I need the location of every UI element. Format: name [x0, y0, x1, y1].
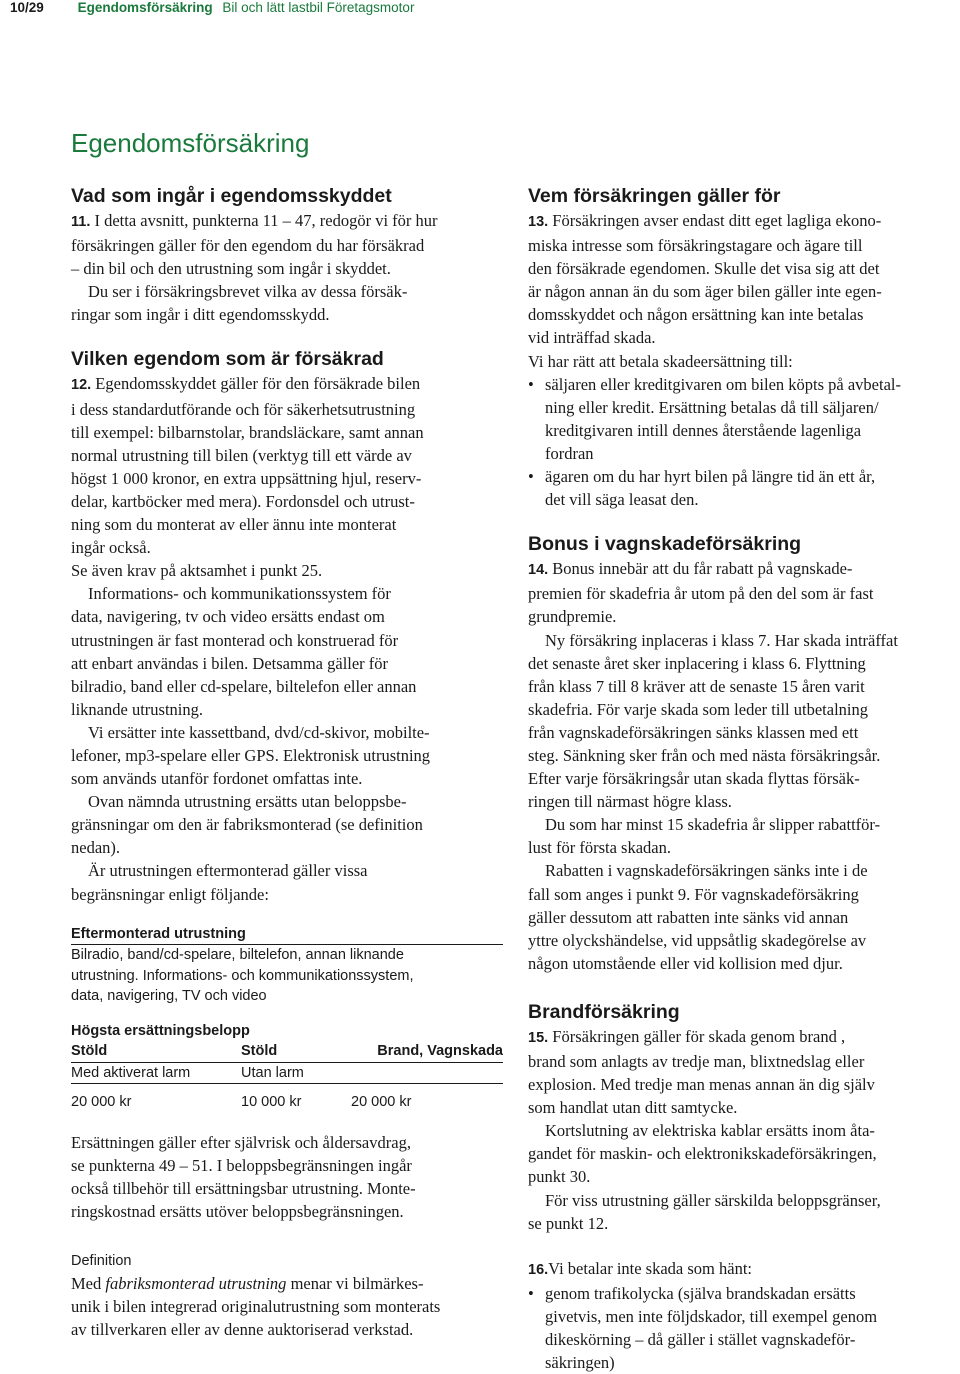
- column-header: Stöld: [71, 1043, 108, 1060]
- column-subheader: Utan larm: [241, 1064, 304, 1081]
- table-text-line: Bilradio, band/cd-spelare, biltelefon, annan liknande: [71, 947, 404, 964]
- limits-table: [71, 924, 503, 1113]
- column-header: Brand, Vagnskada: [377, 1043, 503, 1060]
- text-line: grundpremie.: [528, 607, 617, 627]
- text-line: premien för skadefria år utom på den del som är fast: [528, 584, 874, 604]
- page-number: 10/29: [10, 0, 44, 15]
- text-line: Egendomsskyddet gäller för den försäkrade bilen: [91, 374, 421, 394]
- text-line: är någon annan än du som äger bilen gäller inte egen-: [528, 282, 882, 302]
- text-line: delar, kartböcker med mera). Fordonsdel och utrust-: [71, 491, 415, 511]
- header-subsection: Bil och lätt lastbil Företagsmotor: [222, 0, 415, 15]
- text-line: Kortslutning av elektriska kablar ersätts inom åta-: [545, 1121, 875, 1141]
- column-subheader: Med aktiverat larm: [71, 1064, 191, 1081]
- table-text-line: utrustning. Informations- och kommunikationssystem,: [71, 967, 414, 984]
- table-header-row: [71, 1041, 503, 1063]
- right-column: [528, 183, 960, 1374]
- header-section: Egendomsförsäkring: [77, 0, 213, 15]
- table-cell: 20 000 kr: [351, 1094, 412, 1111]
- item-number: 16.: [528, 1261, 549, 1278]
- text-line: som används utanför fordonet omfattas inte.: [71, 769, 363, 789]
- text-fragment: Med: [71, 1273, 106, 1293]
- emphasis-term: fabriksmonterad utrustning: [105, 1273, 287, 1293]
- text-line: – din bil och den utrustning som ingår i skyddet.: [71, 259, 391, 279]
- text-line: Bonus innebär att du får rabatt på vagnskade-: [548, 559, 853, 579]
- text-line: bilradio, band eller cd-spelare, biltelefon eller annan: [71, 676, 417, 696]
- text-line: skadefria. För varje skada som leder till utbetalning: [528, 699, 868, 719]
- text-line: som handlat utan ditt samtycke.: [528, 1098, 738, 1118]
- text-line: säkringen): [545, 1353, 615, 1373]
- text-line: av tillverkaren eller av denne auktoriserad verkstad.: [71, 1319, 414, 1339]
- text-line: [71, 1272, 503, 1295]
- bullet-item: • säljaren eller kreditgivaren om bilen köpts på avbetal-: [528, 373, 960, 396]
- table-subheader-row: [71, 1063, 503, 1085]
- text-line: från vagnskadeförsäkringen sänks klassen med ett: [528, 722, 859, 742]
- text-line: kreditgivaren intill dennes återstående lagenliga: [545, 420, 862, 440]
- text-line: lust för första skadan.: [528, 838, 671, 858]
- text-line: miska intresse som försäkringstagare och ägare till: [528, 236, 863, 256]
- page-title: Egendomsförsäkring: [71, 128, 310, 158]
- text-line: försäkringen gäller för den egendom du har försäkrad: [71, 236, 425, 256]
- text-line: att enbart användas i bilen. Detsamma gäller för: [71, 653, 389, 673]
- text-line: I detta avsnitt, punkterna 11 – 47, redogör vi för hur: [90, 211, 438, 230]
- text-line: se punkt 12.: [528, 1213, 609, 1233]
- text-line: brand som anlagts av tredje man, blixtnedslag eller: [528, 1052, 865, 1071]
- text-line: också tillbehör till ersättningsbar utrustning. Monte-: [71, 1178, 416, 1198]
- table-cell: 10 000 kr: [241, 1094, 302, 1111]
- item-number: 14.: [528, 562, 549, 579]
- text-line: begränsningar enligt följande:: [71, 884, 269, 904]
- text-line: ringen till närmast högre klass.: [528, 792, 732, 812]
- left-column: [71, 183, 503, 1341]
- text-line: Vi ersätter inte kassettband, dvd/cd-skivor, mobilte-: [88, 722, 430, 742]
- text-line: ning eller kredit. Ersättning betalas då till säljaren/: [545, 397, 879, 417]
- text-line: vid inträffad skada.: [528, 328, 656, 348]
- text-line: Försäkringen gäller för skada genom brand ,: [548, 1026, 846, 1046]
- text-line: yttre olyckshändelse, vid uppsåtlig skadegörelse av: [528, 930, 867, 950]
- text-line: Är utrustningen eftermonterad gäller vissa: [88, 861, 368, 881]
- text-line: Vi betalar inte skada som hänt:: [548, 1258, 752, 1278]
- text-line: någon utomstående eller vid kollision med djur.: [528, 953, 843, 973]
- column-subheader: [351, 1063, 503, 1084]
- text-line: se punkterna 49 – 51. I beloppsbegränsningen ingår: [71, 1155, 412, 1175]
- text-line: till exempel: bilbarnstolar, brandsläckare, samt annan: [71, 422, 424, 442]
- text-line: punkt 30.: [528, 1167, 591, 1187]
- bullet-item: • genom trafikolycka (själva brandskadan ersätts: [528, 1282, 960, 1305]
- text-line: Ersättningen gäller efter självrisk och åldersavdrag,: [71, 1132, 411, 1152]
- text-line: i dess standardutförande och för säkerhetsutrustning: [71, 399, 416, 419]
- table-cell: 20 000 kr: [71, 1094, 132, 1111]
- text-line: data, navigering, tv och video ersätts endast om: [71, 607, 385, 627]
- text-line: Ny försäkring inplaceras i klass 7. Har skada inträffat: [545, 630, 898, 650]
- table-text-line: data, navigering, TV och video: [71, 988, 267, 1005]
- text-line: ringskostnad ersätts utöver beloppsbegränsningen.: [71, 1201, 404, 1221]
- table-heading-hogsta: Högsta ersättningsbelopp: [71, 1022, 250, 1039]
- bullet-item: • ägaren om du har hyrt bilen på längre tid än ett år,: [528, 465, 960, 488]
- text-line: Du som har minst 15 skadefria år slipper rabattför-: [545, 815, 881, 835]
- text-line: normal utrustning till bilen (verktyg till ett värde av: [71, 445, 412, 465]
- item-number: 11.: [71, 214, 91, 230]
- heading-vad-som-ingar: Vad som ingår i egendomsskyddet: [71, 185, 392, 207]
- heading-vem-forsakringen: Vem försäkringen gäller för: [528, 185, 781, 207]
- text-line: ingår också.: [71, 538, 151, 558]
- text-line: Se även krav på aktsamhet i punkt 25.: [71, 561, 323, 581]
- text-line: Informations- och kommunikationssystem för: [88, 584, 391, 604]
- text-line: unik i bilen integrerad originalutrustning som monterats: [71, 1296, 441, 1316]
- text-line: explosion. Med tredje man menas annan än dig själv: [528, 1075, 875, 1095]
- item-number: 15.: [528, 1029, 549, 1046]
- text-line: fordran: [545, 443, 594, 463]
- table-row: [71, 1092, 503, 1113]
- text-fragment: menar vi bilmärkes-: [286, 1273, 424, 1293]
- text-line: Rabatten i vagnskadeförsäkringen sänks inte i de: [545, 861, 868, 881]
- text-line: från klass 7 till 8 kräver att de senaste 15 åren varit: [528, 676, 865, 696]
- heading-bonus: Bonus i vagnskadeförsäkring: [528, 533, 802, 556]
- text-line: utrustningen är fast monterad och konstruerad för: [71, 630, 399, 650]
- text-line: gäller dessutom att rabatten inte sänks vid annan: [528, 907, 849, 927]
- text-line: det senaste året sker inplacering i klass 6. Flyttning: [528, 653, 866, 673]
- text-line: högst 1 000 kronor, en extra uppsättning hjul, reserv-: [71, 468, 422, 488]
- text-line: domsskyddet och någon ersättning kan inte betalas: [528, 305, 864, 325]
- text-line: steg. Sänkning sker från och med nästa försäkringsår.: [528, 745, 881, 765]
- text-line: dikeskörning – då gäller i stället vagnskadeför-: [545, 1330, 856, 1350]
- text-line: Ovan nämnda utrustning ersätts utan beloppsbe-: [88, 792, 407, 812]
- heading-vilken-egendom: Vilken egendom som är försäkrad: [71, 348, 384, 371]
- item-number: 13.: [528, 214, 549, 230]
- text-line: givetvis, men inte följdskador, till exempel genom: [545, 1306, 878, 1326]
- text-line: lefoner, mp3-spelare eller GPS. Elektronisk utrustning: [71, 745, 431, 765]
- text-line: den försäkrade egendomen. Skulle det visa sig att det: [528, 259, 880, 279]
- text-line: nedan).: [71, 838, 121, 858]
- text-line: gandet för maskin- och elektronikskadeförsäkringen,: [528, 1144, 877, 1164]
- text-line: ning som du monterat av eller ännu inte monterat: [71, 515, 397, 535]
- text-line: liknande utrustning.: [71, 699, 203, 719]
- item-number: 12.: [71, 377, 92, 394]
- text-line: För viss utrustning gäller särskilda beloppsgränser,: [545, 1190, 881, 1210]
- text-line: fall som anges i punkt 9. För vagnskadeförsäkring: [528, 884, 859, 904]
- text-line: Efter varje försäkringsår utan skada flyttas försäk-: [528, 769, 860, 789]
- column-header: Stöld: [241, 1043, 278, 1060]
- running-header: [10, 0, 414, 15]
- table-heading-eftermonterad: Eftermonterad utrustning: [71, 924, 503, 946]
- text-line: Försäkringen avser endast ditt eget lagliga ekono-: [548, 211, 882, 230]
- heading-brand: Brandförsäkring: [528, 1000, 680, 1023]
- definition-heading: Definition: [71, 1253, 132, 1269]
- text-line: det vill säga leasat den.: [545, 490, 699, 510]
- text-line: Du ser i försäkringsbrevet vilka av dessa försäk-: [88, 282, 408, 302]
- text-line: Vi har rätt att betala skadeersättning till:: [528, 351, 793, 371]
- text-line: ringar som ingår i ditt egendomsskydd.: [71, 305, 330, 325]
- text-line: gränsningar om den är fabriksmonterad (se definition: [71, 815, 423, 835]
